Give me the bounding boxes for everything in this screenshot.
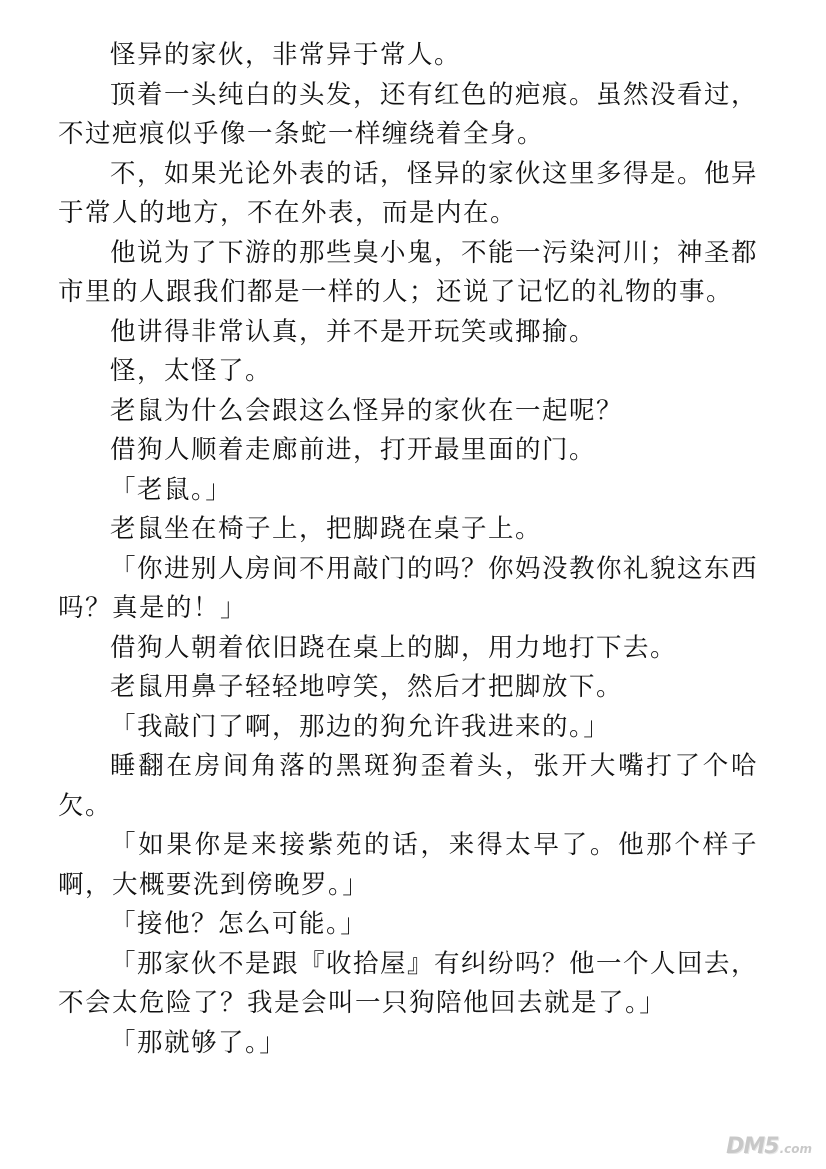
paragraph: 「你进别人房间不用敲门的吗？你妈没教你礼貌这东西吗？真是的！」 — [58, 553, 759, 623]
paragraph: 「老鼠。」 — [110, 474, 233, 505]
paragraph: 顶着一头纯白的头发，还有红色的疤痕。虽然没看过，不过疤痕似乎像一条蛇一样缠绕着全身。 — [58, 79, 759, 149]
paragraph: 借狗人顺着走廊前进，打开最里面的门。 — [110, 435, 597, 465]
paragraph: 他说为了下游的那些臭小鬼，不能一污染河川；神圣都市里的人跟我们都是一样的人；还说了记忆的礼物的事。 — [58, 237, 759, 307]
paragraph: 「那就够了。」 — [110, 1027, 287, 1058]
paragraph: 怪，太怪了。 — [110, 356, 273, 386]
watermark-logo — [726, 1134, 812, 1159]
paragraph: 「我敲门了啊，那边的狗允许我进来的。」 — [110, 711, 611, 742]
paragraph: 借狗人朝着依旧跷在桌上的脚，用力地打下去。 — [110, 632, 678, 663]
paragraph: 「如果你是来接紫苑的话，来得太早了。他那个样子啊，大概要洗到傍晚罗。」 — [58, 830, 758, 900]
paragraph: 老鼠用鼻子轻轻地哼笑，然后才把脚放下。 — [110, 672, 624, 702]
watermark-main-text: DM5 — [726, 1134, 779, 1159]
paragraph: 「接他？怎么可能。」 — [110, 909, 368, 939]
paragraph: 睡翻在房间角落的黑斑狗歪着头，张开大嘴打了个哈欠。 — [58, 751, 758, 821]
page-text — [58, 36, 758, 1063]
watermark-suffix-text: .com — [779, 1142, 812, 1156]
paragraph: 「那家伙不是跟『收拾屋』有纠纷吗？他一个人回去，不会太危险了？我是会叫一只狗陪他回去就是了。」 — [58, 948, 759, 1018]
paragraph: 老鼠坐在椅子上，把脚跷在桌子上。 — [110, 514, 543, 544]
paragraph: 怪异的家伙，非常异于常人。 — [110, 40, 462, 70]
paragraph: 老鼠为什么会跟这么怪异的家伙在一起呢？ — [110, 395, 624, 426]
paragraph: 不，如果光论外表的话，怪异的家伙这里多得是。他异于常人的地方，不在外表，而是内在。 — [58, 158, 759, 228]
paragraph: 他讲得非常认真，并不是开玩笑或揶揄。 — [110, 316, 597, 347]
